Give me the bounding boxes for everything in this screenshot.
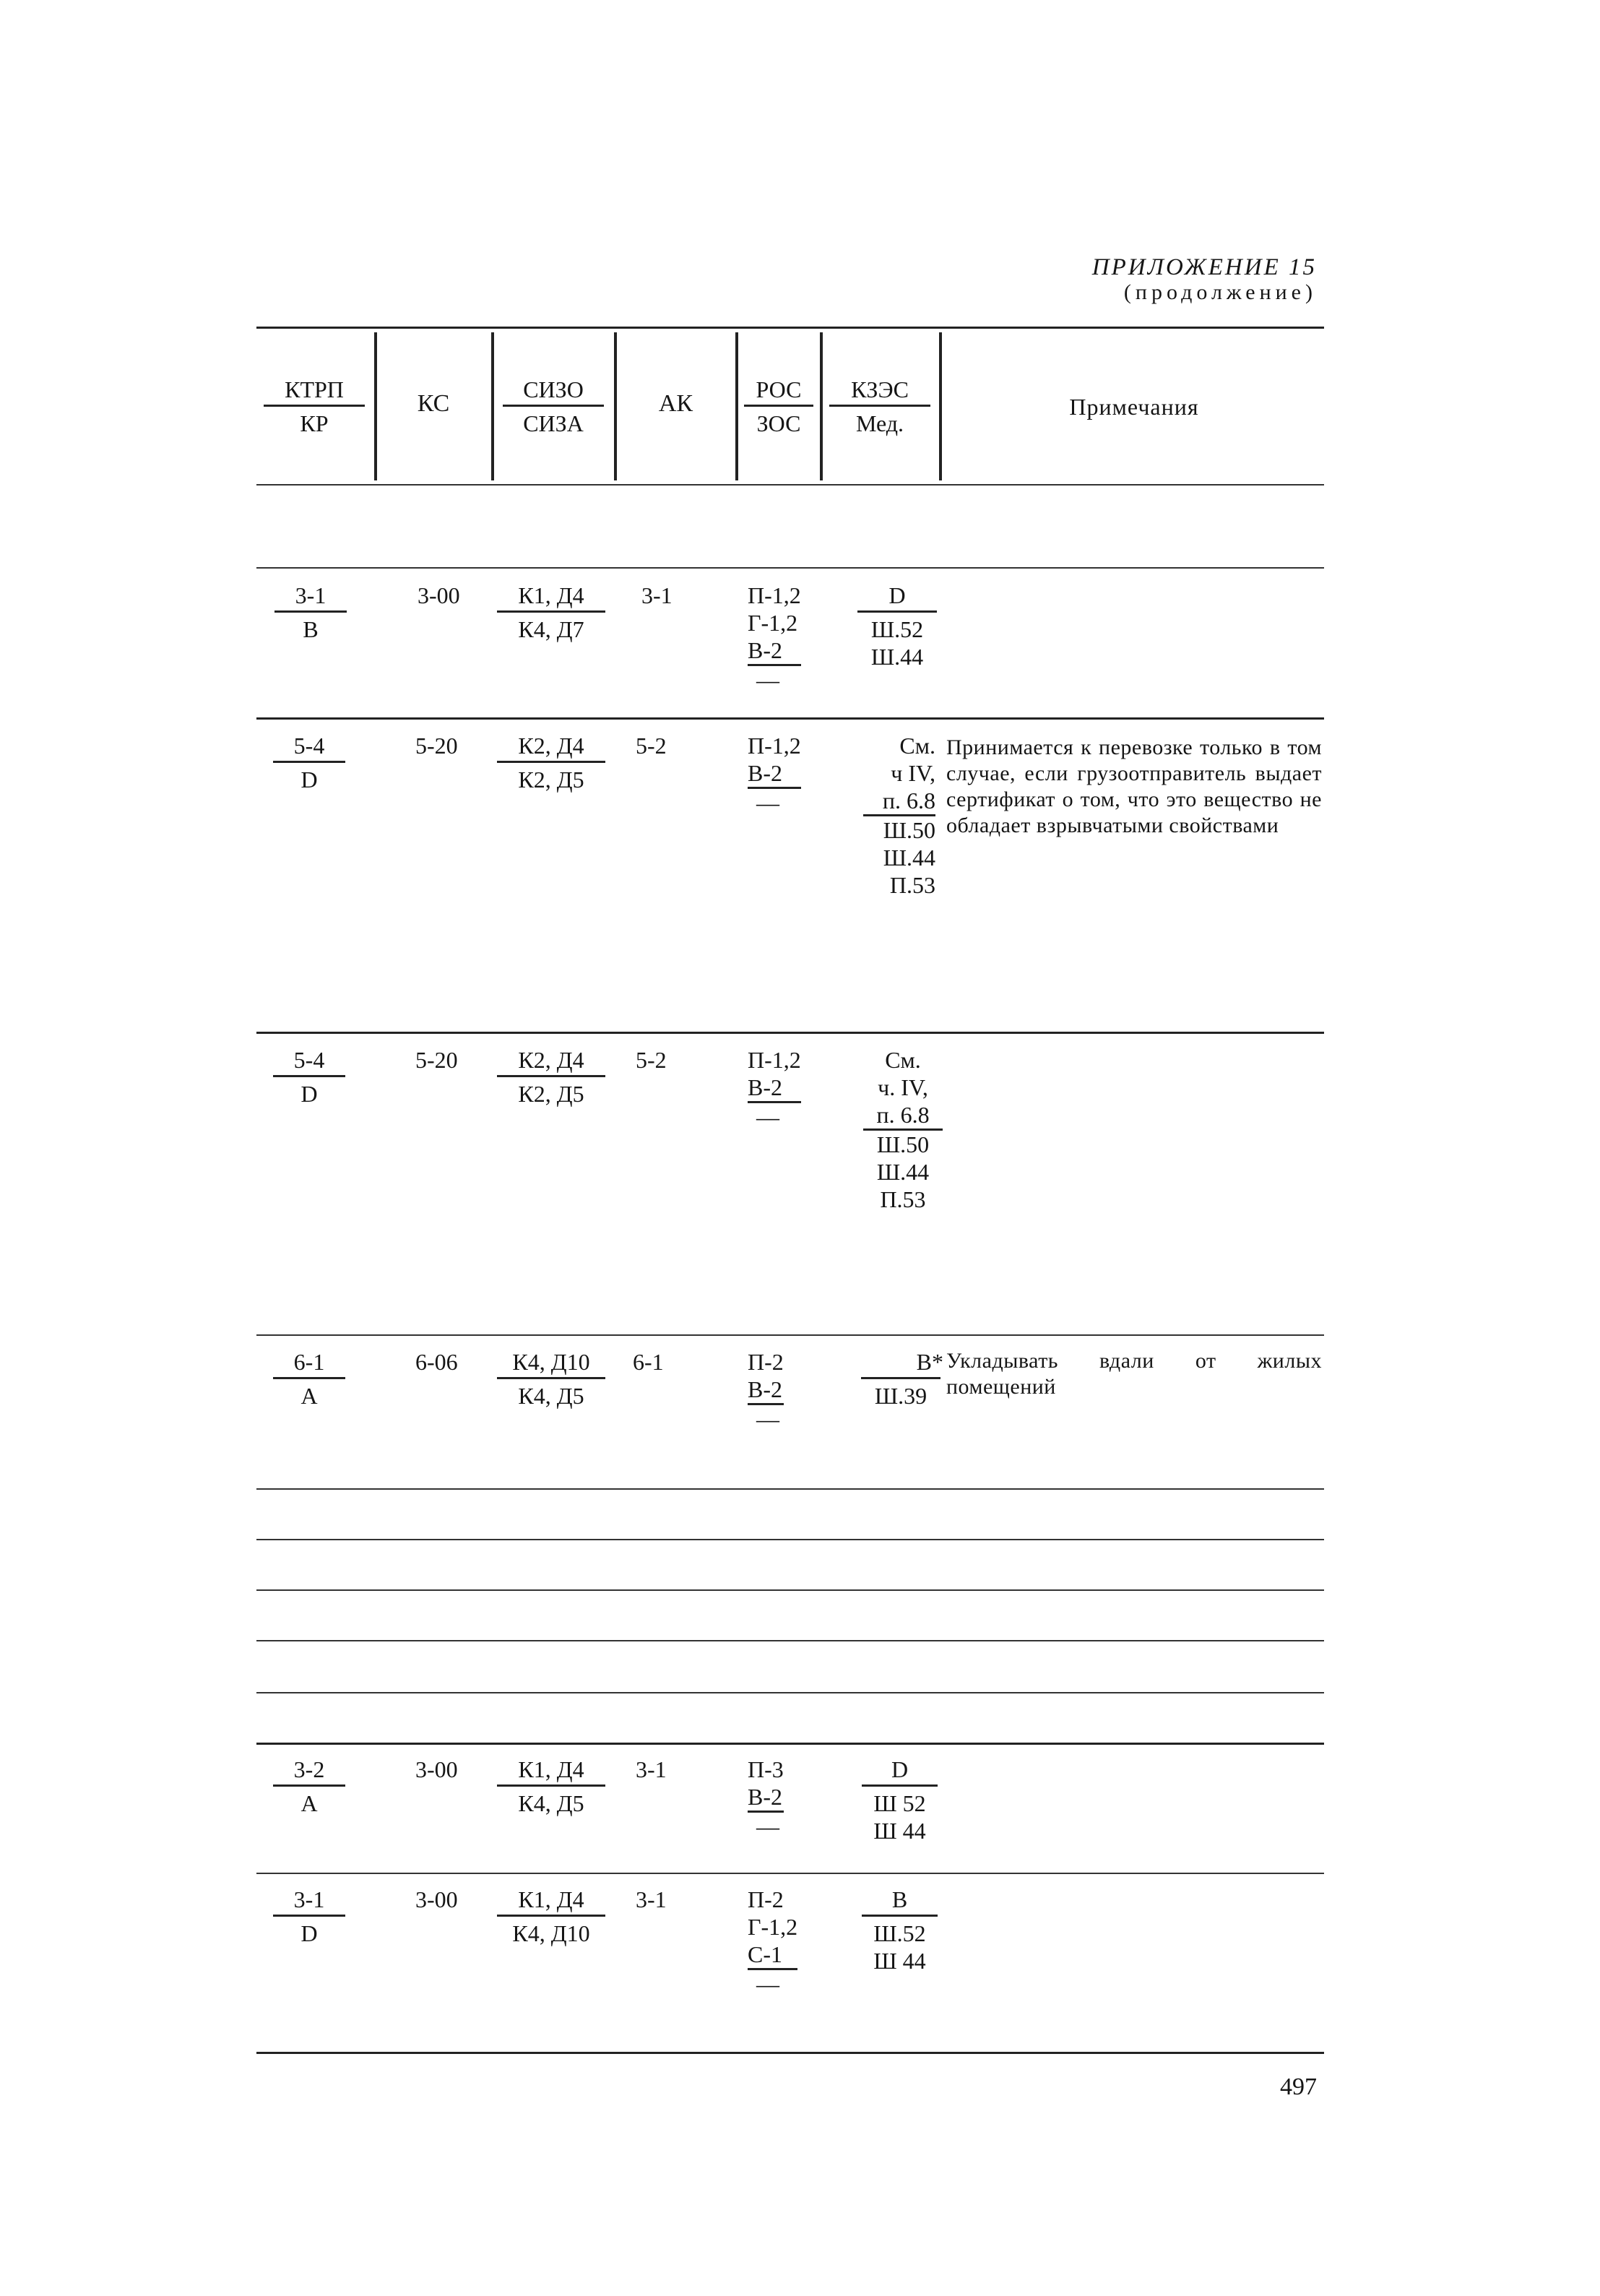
kzes-med-value <box>863 732 935 899</box>
header-med: Мед. <box>855 410 904 436</box>
ak-value: 6-1 <box>633 1349 664 1375</box>
ks-value: 3-00 <box>418 582 460 608</box>
fraction-bar <box>264 405 365 407</box>
siza-value: К2, Д5 <box>518 1081 584 1107</box>
ros-line: П-2 <box>748 1349 784 1375</box>
sizo-siza-value <box>497 582 605 643</box>
header-ktrp-kr <box>260 376 368 437</box>
ros-zos-value <box>748 1348 784 1433</box>
ktrp-value: 3-1 <box>293 1886 325 1912</box>
fraction-bar <box>497 1377 605 1379</box>
fraction-bar <box>273 1784 345 1787</box>
ak-value: 5-2 <box>636 733 667 759</box>
ros-line: В-2 <box>748 1074 801 1103</box>
fraction-bar <box>497 610 605 613</box>
table-top-rule <box>256 327 1324 329</box>
header-ak: АК <box>658 390 693 417</box>
table-row-ktrp <box>273 1886 345 1947</box>
med-value: Ш.39 <box>874 1383 927 1409</box>
header-notes: Примечания <box>1069 394 1199 420</box>
ros-line: Г-1,2 <box>748 610 798 636</box>
siza-value: К4, Д7 <box>518 616 584 642</box>
header-ks: КС <box>417 390 450 417</box>
ros-line: В-2 <box>748 1376 784 1405</box>
kr-value: А <box>300 1383 318 1409</box>
fraction-bar <box>273 1075 345 1077</box>
ros-zos-value <box>748 1886 797 1998</box>
sizo-siza-value <box>497 1756 605 1817</box>
kzes-med-value <box>858 1886 941 1975</box>
sizo-siza-value <box>497 732 605 793</box>
ks-value: 3-00 <box>415 1756 458 1782</box>
ros-line: П-1,2 <box>748 733 801 759</box>
ros-line: В-2 <box>748 1783 784 1813</box>
column-divider <box>939 332 942 480</box>
kzes-value: D <box>891 1756 909 1782</box>
kzes-value: В* <box>916 1349 943 1375</box>
med-value: Ш.44 <box>883 845 935 871</box>
zos-value: — <box>756 667 779 693</box>
kzes-value: п. 6.8 <box>863 787 935 816</box>
kzes-med-value <box>863 1046 943 1213</box>
header-kzes: КЗЭС <box>851 376 909 402</box>
fraction-bar <box>274 610 347 613</box>
ak-value: 3-1 <box>636 1886 667 1912</box>
zos-value: — <box>756 790 779 816</box>
header-zos: ЗОС <box>756 410 801 436</box>
ros-zos-value <box>748 1756 784 1840</box>
med-value: Ш.52 <box>870 616 924 642</box>
kzes-value: В <box>891 1886 908 1912</box>
fraction-bar <box>857 610 937 613</box>
table-row-ktrp <box>274 582 347 643</box>
ktrp-value: 3-2 <box>293 1756 325 1782</box>
column-divider <box>820 332 823 480</box>
ros-line: С-1 <box>748 1941 797 1970</box>
med-value: Ш 44 <box>873 1948 926 1974</box>
med-value: Ш.50 <box>876 1131 930 1157</box>
kr-value: D <box>300 767 318 793</box>
blank-rule <box>256 1692 1324 1693</box>
table-row-ktrp <box>273 1046 345 1108</box>
med-value: Ш.44 <box>870 644 924 670</box>
blank-rule <box>256 1539 1324 1540</box>
kr-value: А <box>300 1790 318 1816</box>
row-separator <box>256 1873 1324 1874</box>
med-value: Ш.44 <box>876 1159 930 1185</box>
row-separator <box>256 567 1324 569</box>
fraction-bar <box>497 1784 605 1787</box>
fraction-bar <box>497 761 605 763</box>
table-row-ktrp <box>273 732 345 793</box>
fraction-bar <box>273 1377 345 1379</box>
header-ros-zos <box>740 376 818 437</box>
row-separator <box>256 1032 1324 1034</box>
page-number: 497 <box>1280 2073 1317 2100</box>
column-divider <box>491 332 494 480</box>
appendix-title: ПРИЛОЖЕНИЕ 15 <box>1091 254 1317 280</box>
kr-value: D <box>300 1081 318 1107</box>
zos-value: — <box>756 1406 779 1432</box>
row-separator <box>256 1743 1324 1745</box>
zos-value: — <box>756 1971 779 1997</box>
sizo-value: К2, Д4 <box>518 1047 584 1073</box>
table-row-ktrp <box>273 1756 345 1817</box>
kzes-value: ч IV, <box>891 760 935 786</box>
med-value: Ш 52 <box>873 1790 926 1816</box>
row-note: Укладывать вдали от жилых помещений <box>946 1349 1322 1399</box>
kr-value: В <box>303 616 319 642</box>
fraction-bar <box>497 1075 605 1077</box>
med-value: Ш.52 <box>873 1920 926 1946</box>
ks-value: 3-00 <box>415 1886 458 1912</box>
sizo-value: К1, Д4 <box>518 1756 584 1782</box>
ros-line: П-2 <box>748 1886 784 1912</box>
sizo-value: К1, Д4 <box>518 1886 584 1912</box>
sizo-siza-value <box>497 1348 605 1410</box>
row-separator <box>256 717 1324 720</box>
ks-value: 6-06 <box>415 1349 458 1375</box>
kr-value: D <box>300 1920 318 1946</box>
table-header-rule <box>256 484 1324 485</box>
med-value: П.53 <box>889 872 935 898</box>
fraction-bar <box>829 405 930 407</box>
header-ktrp: КТРП <box>285 376 344 402</box>
fraction-bar <box>862 1784 938 1787</box>
ktrp-value: 5-4 <box>293 733 325 759</box>
ros-line: П-1,2 <box>748 1047 801 1073</box>
siza-value: К2, Д5 <box>518 767 584 793</box>
kzes-med-value <box>854 582 940 670</box>
fraction-bar <box>862 1915 938 1917</box>
row-separator <box>256 1334 1324 1336</box>
ak-value: 5-2 <box>636 1047 667 1073</box>
header-ros: РОС <box>756 376 802 402</box>
ros-line: В-2 <box>748 759 801 789</box>
kzes-value: См. <box>885 1047 921 1073</box>
med-value: Ш 44 <box>873 1818 926 1844</box>
blank-rule <box>256 1640 1324 1641</box>
ks-value: 5-20 <box>415 733 458 759</box>
header-kr: КР <box>300 410 329 436</box>
blank-rule <box>256 1589 1324 1591</box>
table-bottom-rule <box>256 2052 1324 2054</box>
column-divider <box>614 332 617 480</box>
sizo-siza-value <box>497 1046 605 1108</box>
header-kzes-med <box>823 376 936 437</box>
sizo-value: К4, Д10 <box>512 1349 590 1375</box>
header-siza: СИЗА <box>523 410 584 436</box>
zos-value: — <box>756 1813 779 1839</box>
ros-zos-value <box>748 582 801 694</box>
column-divider <box>735 332 738 480</box>
kzes-value: ч. IV, <box>878 1074 928 1100</box>
kzes-med-value <box>858 1756 941 1844</box>
ks-value: 5-20 <box>415 1047 458 1073</box>
fraction-bar <box>744 405 813 407</box>
continuation-label: (продолжение) <box>1123 280 1317 304</box>
table-row-ktrp <box>273 1348 345 1410</box>
ktrp-value: 3-1 <box>295 582 327 608</box>
zos-value: — <box>756 1104 779 1130</box>
ros-line: Г-1,2 <box>748 1914 798 1940</box>
fraction-bar <box>273 1915 345 1917</box>
sizo-value: К1, Д4 <box>518 582 584 608</box>
siza-value: К4, Д5 <box>518 1383 584 1409</box>
sizo-siza-value <box>497 1886 605 1947</box>
ktrp-value: 5-4 <box>293 1047 325 1073</box>
siza-value: К4, Д5 <box>518 1790 584 1816</box>
kzes-value: См. <box>899 733 935 759</box>
siza-value: К4, Д10 <box>512 1920 590 1946</box>
ros-zos-value <box>748 732 801 816</box>
med-value: Ш.50 <box>883 817 935 843</box>
blank-rule <box>256 1488 1324 1490</box>
fraction-bar <box>497 1915 605 1917</box>
ktrp-value: 6-1 <box>293 1349 325 1375</box>
row-note: Принимается к перевозке только в том случае, если грузоотправитель выдает сертификат о том, что это вещество не обладает взрывчатыми свойствами <box>946 735 1322 837</box>
header-sizo: СИЗО <box>523 376 584 402</box>
ros-line: В-2 <box>748 636 801 666</box>
ak-value: 3-1 <box>636 1756 667 1782</box>
column-divider <box>374 332 377 480</box>
fraction-bar <box>861 1377 940 1379</box>
ros-zos-value <box>748 1046 801 1131</box>
sizo-value: К2, Д4 <box>518 733 584 759</box>
kzes-value: п. 6.8 <box>863 1101 943 1131</box>
kzes-value: D <box>888 582 906 608</box>
fraction-bar <box>503 405 604 407</box>
ros-line: П-3 <box>748 1756 784 1782</box>
ak-value: 3-1 <box>641 582 673 608</box>
ros-line: П-1,2 <box>748 582 801 608</box>
kzes-med-value <box>858 1348 943 1410</box>
fraction-bar <box>273 761 345 763</box>
med-value: П.53 <box>880 1186 926 1212</box>
header-sizo-siza <box>497 376 610 437</box>
